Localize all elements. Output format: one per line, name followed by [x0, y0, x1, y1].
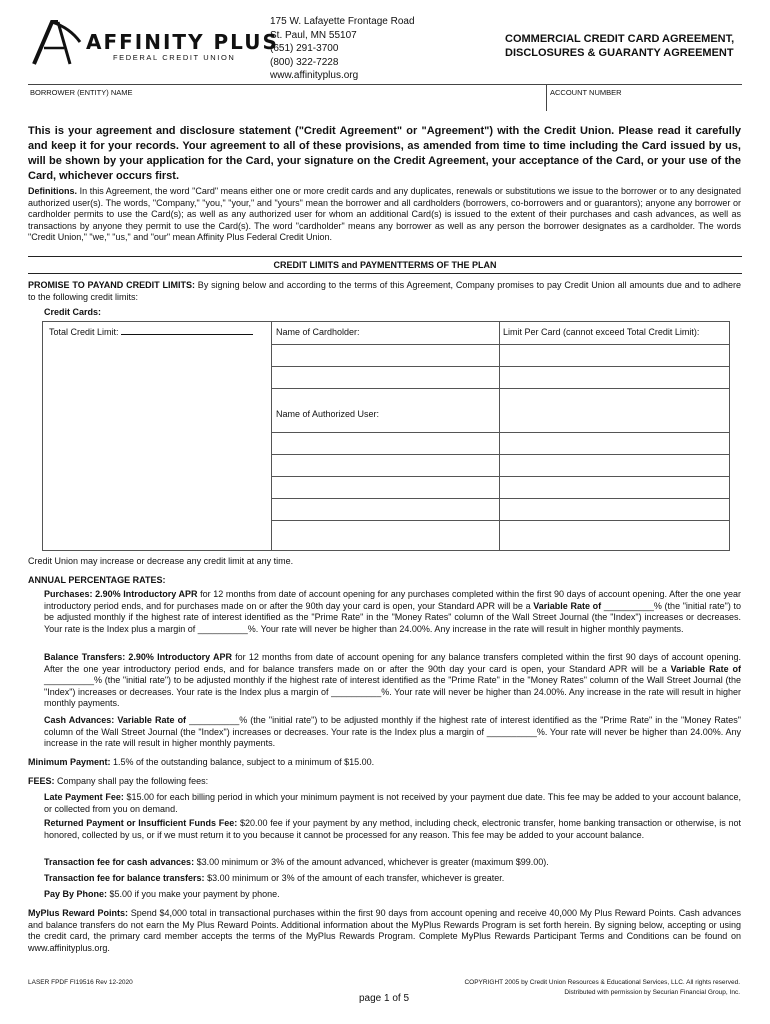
apr-heading: ANNUAL PERCENTAGE RATES: — [28, 575, 166, 585]
pay-by-phone-label: Pay By Phone: — [44, 889, 108, 899]
table-row-line — [271, 388, 729, 389]
address-line: 175 W. Lafayette Frontage Road — [270, 16, 415, 27]
table-row-line — [271, 454, 729, 455]
minimum-payment-paragraph — [28, 757, 741, 769]
rewards-label: MyPlus Reward Points: — [28, 908, 129, 918]
title-line: COMMERCIAL CREDIT CARD AGREEMENT, — [505, 33, 735, 45]
balance-transfer-apr-paragraph — [44, 652, 741, 710]
pay-by-phone-paragraph — [44, 889, 741, 901]
document-title — [505, 32, 734, 60]
affinity-plus-logo-mark — [30, 18, 82, 66]
phone-line: (651) 291-3700 — [270, 43, 339, 54]
credit-union-address — [270, 15, 415, 83]
field-row-divider — [28, 84, 742, 85]
form-id: LASER FPDF FI19516 Rev 12-2020 — [28, 979, 133, 986]
definitions-text: In this Agreement, the word "Card" means either one or more credit cards and any duplicates, renewals or substitutions we issue to the borrower or to any designated authorized user(s). The words, "Company," "you," "your," and "yours" mean the borrower and all cardholders (borrowers, co-borrowers and or guarantors); anyone any borrower or cardholder permits to use the Card(s); as well as any authorized user for whom an additional Card(s) is issued to the extent of their purchases and cash advances, as well as transactions by anyone they permit to use the Card(s). The word "cardholder" means any borrower as well as any person the borrower designates as a cardholder. The words "Credit Union," "we," "us," and "our" mean Affinity Plus Federal Credit Union. — [28, 186, 741, 242]
balance-transfer-apr-text: for 12 months from date of account opening for any balance transfers completed within the first 90 days of account opening. After the one year introductory period ends, and for balance transfers made on or after the 90th day your card is open, your Standard APR will be a — [44, 652, 741, 674]
variable-rate-label: Variable Rate of — [533, 600, 602, 611]
credit-cards-table — [42, 321, 730, 551]
promise-text: By signing below and according to the terms of this Agreement, Company promises to pay Credit Union all amounts due and to adhere to the following credit limits: — [28, 280, 741, 302]
intro-statement: This is your agreement and disclosure statement ("Credit Agreement" or "Agreement") with the Credit Union. Please read it carefully and keep it for your records. Your agreement to all of these provisions, as amended from time to time including the Card issued by us, will be shown by your application for the Card, your signature on the Credit Agreement, your acceptance of the Card, or your use of the Card, whichever occurs first. — [28, 125, 741, 182]
table-row-line — [271, 476, 729, 477]
pay-by-phone-text: $5.00 if you make your payment by phone. — [107, 889, 280, 899]
cash-advance-fee-label: Transaction fee for cash advances: — [44, 857, 195, 867]
title-line: DISCLOSURES & GUARANTY AGREEMENT — [505, 47, 734, 59]
rewards-text: Spend $4,000 total in transactional purchases within the first 90 days from account opening and receive 40,000 My Plus Reward Points. Cash advances and balance transfers do not earn the My Plus Reward Points. Additional information about the MyPlus Rewards Program is set forth herein. By signing below, accepting or using the credit card, the primary card member accepts the terms of the MyPlus Rewards Program. Complete MyPlus Rewards Participant Terms and Conditions can be found on www.affinityplus.org. — [28, 908, 741, 953]
limit-change-notice: Credit Union may increase or decrease any credit limit at any time. — [28, 556, 294, 566]
minimum-payment-text: 1.5% of the outstanding balance, subject to a minimum of $15.00. — [110, 757, 375, 767]
balance-transfer-fee-text: $3.00 minimum or 3% of the amount of each transfer, whichever is greater. — [204, 873, 505, 883]
copyright-line: Distributed with permission by Securian Financial Group, Inc. — [564, 989, 740, 996]
total-credit-limit-blank[interactable] — [121, 334, 253, 335]
total-credit-limit-label: Total Credit Limit: — [49, 327, 119, 337]
credit-cards-heading: Credit Cards: — [44, 307, 102, 317]
fees-text: Company shall pay the following fees: — [54, 776, 209, 786]
purchases-apr-label: Purchases: 2.90% Introductory APR — [44, 589, 198, 599]
copyright-notice — [464, 978, 740, 998]
section-heading: CREDIT LIMITS and PAYMENTTERMS OF THE PLAN — [28, 256, 742, 274]
page-number: page 1 of 5 — [359, 993, 410, 1004]
table-row-line — [271, 366, 729, 367]
promise-paragraph — [28, 280, 741, 303]
logo-name: AFFINITY PLUS — [86, 30, 279, 54]
late-fee-text: $15.00 for each billing period in which your minimum payment is not received by your payment due date. This fee may be added to your account balance, or collected from you on demand. — [44, 792, 741, 814]
logo-subtitle: FEDERAL CREDIT UNION — [113, 53, 236, 62]
purchases-apr-text: for 12 months from date of account opening for any purchases completed within the first 90 days of account opening. After the one year introductory period ends, and for purchases made on or after the 90th day your card is open, your Standard APR will be a — [44, 589, 741, 611]
cash-advance-fee-text: $3.00 minimum or 3% of the amount advanced, whichever is greater (maximum $99.00). — [194, 857, 549, 867]
table-row-line — [271, 498, 729, 499]
table-row-line — [271, 344, 729, 345]
rewards-paragraph — [28, 908, 741, 954]
account-number-field[interactable]: ACCOUNT NUMBER — [550, 88, 622, 97]
table-row-line — [271, 520, 729, 521]
balance-transfer-apr-label: Balance Transfers: 2.90% Introductory APR — [44, 652, 232, 662]
returned-payment-fee-paragraph — [44, 818, 741, 841]
authorized-user-label: Name of Authorized User: — [276, 409, 380, 419]
definitions-paragraph — [28, 186, 741, 244]
purchases-apr-text: __________% (the "initial rate") to be adjusted monthly if the highest rate of interest identified as the "Prime Rate" in the "Money Rates" column of the Wall Street Journal (the "Index") increases or decreases. Your rate is the Index plus a margin of __________%. Your rate will never be higher than 24.00%. Any increase in the rate will result in higher monthly payments. — [44, 600, 742, 634]
fees-label: FEES: — [28, 776, 55, 786]
table-column-divider — [271, 322, 272, 550]
purchases-apr-paragraph — [44, 589, 741, 635]
cardholder-name-label: Name of Cardholder: — [276, 327, 360, 337]
returned-payment-fee-text: $20.00 fee if your payment by any method, including check, electronic transfer, home banking transaction or otherwise, is not honored, collected by us, or if we must return it to you because it cannot be processed for any reason. This fee may be added to your account balance. — [44, 818, 741, 840]
field-column-divider — [546, 84, 547, 111]
promise-label: PROMISE TO PAYAND CREDIT LIMITS: — [28, 280, 195, 290]
borrower-name-field[interactable]: BORROWER (ENTITY) NAME — [30, 88, 133, 97]
late-fee-label: Late Payment Fee: — [44, 792, 124, 802]
cash-advance-apr-paragraph — [44, 715, 741, 750]
cash-advance-fee-paragraph — [44, 857, 741, 869]
variable-rate-label: Variable Rate of — [670, 663, 741, 674]
late-fee-paragraph — [44, 792, 741, 815]
address-line: St. Paul, MN 55107 — [270, 29, 357, 41]
table-column-divider — [499, 322, 500, 550]
cash-advance-apr-label: Cash Advances: Variable Rate of — [44, 715, 187, 725]
limit-per-card-label: Limit Per Card (cannot exceed Total Credit Limit): — [503, 327, 700, 337]
balance-transfer-fee-label: Transaction fee for balance transfers: — [44, 873, 205, 883]
returned-payment-fee-label: Returned Payment or Insufficient Funds Fee: — [44, 818, 238, 828]
table-row-line — [271, 432, 729, 433]
total-credit-limit-field[interactable] — [49, 327, 253, 337]
definitions-label: Definitions. — [28, 186, 77, 196]
balance-transfer-apr-text: __________% (the "initial rate") to be adjusted monthly if the highest rate of interest identified as the "Prime Rate" in the "Money Rates" column of the Wall Street Journal (the "Index") increases or decreases. Your rate is the Index plus a margin of __________%. Your rate will never be higher than 24.00%. Any increase in the rate will result in higher monthly payments. — [44, 675, 741, 708]
cash-advance-apr-text: __________% (the "initial rate") to be adjusted monthly if the highest rate of interest identified as the "Prime Rate" in the "Money Rates" column of the Wall Street Journal (the "Index") increases or decreases. Your rate is the Index plus a margin of __________%. Your rate will never be higher than 24.00%. Any increase in the rate will result in higher monthly payments. — [44, 715, 741, 748]
fees-paragraph — [28, 776, 741, 788]
phone-line: (800) 322-7228 — [270, 56, 339, 68]
website-line: www.affinityplus.org — [270, 70, 359, 81]
minimum-payment-label: Minimum Payment: — [28, 757, 111, 767]
copyright-line: COPYRIGHT 2005 by Credit Union Resources & Educational Services, LLC. All rights reserved. — [464, 979, 740, 986]
balance-transfer-fee-paragraph — [44, 873, 741, 885]
